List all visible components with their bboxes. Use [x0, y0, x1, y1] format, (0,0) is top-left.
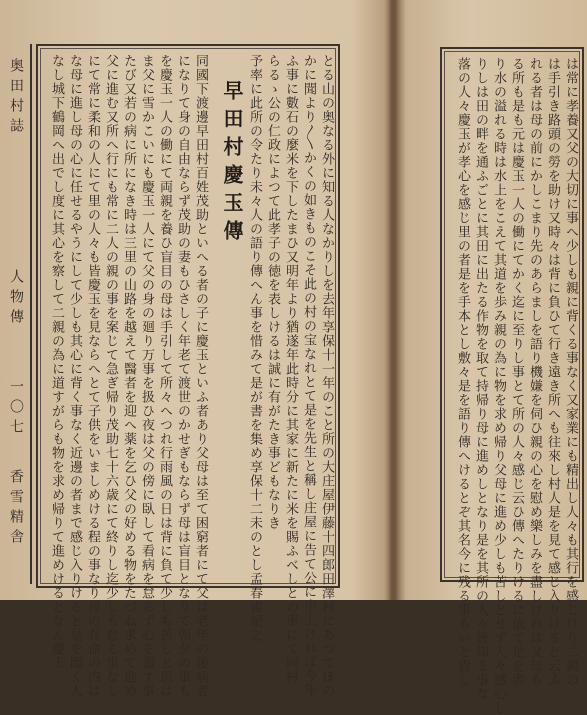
text-column: な母に進し母の心に任せるやうにして少しも其心に背く事なく近邊の者まで感じ入りけると是を聞く人	[67, 54, 82, 698]
margin-publisher: 香雪精舎	[8, 469, 24, 549]
text-column: 父に進む又所へ行にも常に二人の親の事を案じて急ぎ帰り茂助七十六歳にて終りし迄少しも怠る事なし	[103, 54, 118, 698]
text-column: かに聞より〳〵かくの如きものこそ此の村の宝なれとて是を先生と稱し庄屋に告て公に申上ければ今年	[301, 54, 316, 697]
left-text-frame	[36, 44, 340, 698]
text-column: なし城下鶴岡へ出でし度に其心を察して二親の為に道すがらも物を求め帰りて進めけるとなん慶玉	[49, 54, 64, 670]
margin-page-number: 一〇七	[8, 379, 24, 439]
right-page	[400, 0, 587, 715]
text-column: は手引き路頭の勞を助け又時々は背に負ひて行き遠き所へも往來し村人是を見て感じ入りけると云ふ	[545, 57, 560, 687]
text-column: りしは田の畔を通ふごとに其田に出たる作物を取て持帰り母に進めしとなり是を其所の人々皆知る事な	[473, 57, 488, 701]
text-column: らるゝ公の仁政によつて此孝子の徳を表しけるは誠に有がたき事どもなりき	[265, 54, 280, 530]
right-text-frame	[440, 47, 584, 715]
margin-section: 人物傳	[8, 269, 24, 329]
text-column: ま父に雪かこいにも慶玉一人にて父の身の廻り万事を扱ひ夜は父の傍に臥して看病を怠らず心を盡す事	[139, 54, 154, 698]
page-margin-column	[0, 44, 32, 584]
text-column: は常に孝養又父の大切に事へ少しも親に背くる事なく又家業にも精出し人々も其行を感じけり二親の	[563, 57, 578, 687]
text-column: にて常に柔和の人にて里の人々も皆慶玉を見ならへとて子供をいましめける程の事なり母の存命の内は	[85, 54, 100, 698]
article-title: 早田村慶玉傳	[220, 80, 244, 248]
text-column: 同國下渡邊早田村百姓茂助といへる者の子に慶玉といふ者あり父母は至て困窮者にて父は老年の後病者	[193, 54, 208, 698]
text-column: 落の人々慶玉が孝心を感じ里の者是を手本とし敷々是を語り傳へけるとぞ其名今に残る事もいと貴し	[455, 57, 470, 687]
text-column: を慶玉一人の働にて両親を養ひ盲目の母は手引して所々へつれ行雨風の日は背に負て少しも苦しと思は	[157, 54, 172, 698]
text-column: とる山の奥なる外に知る人なかりしを去年享保十一年のこと所の大庄屋伊藤十四郎田澤村にあつてほの	[319, 54, 334, 698]
text-column: る所も是も元は慶玉一人の働にてかく迄に至りし事とて所の人々感じ云ひ傳へたりけるに依て是を書	[509, 57, 524, 687]
text-column: ふ事に數石の麼米を下したまひ又明年より猶遂年此時分に其家に新たに米を賜ふべしとの事にて同村	[283, 54, 298, 684]
text-column: 予率に此所の令たり未々人の語り傳へん事を惜みて是が書を集め享保十二未のとし孟春雀紀之	[247, 54, 262, 642]
text-column: れる者は母の前にかしこまり先のあらましを語り機嫌を伺ひ親の心を慰め樂しみを盡しけれは又母も	[527, 57, 542, 687]
text-column: になりて身の自由ならず茂助の妻もひさしく年老て渡世のかせぎもならず母は盲目となりて朝夕の事も	[175, 54, 190, 698]
text-column: り水の溢れる時は水上をこえて其道を歩み親の為に物を求め帰り父母に進め少しも苦しとせず人々感心し	[491, 57, 506, 715]
margin-book-title: 奥田村誌	[8, 58, 24, 138]
text-column: たび又若の病に所になき時は三里の山路を越えて醫者を迎へ薬を乞ひ父の好める物をたづね求めて進め	[121, 54, 136, 698]
